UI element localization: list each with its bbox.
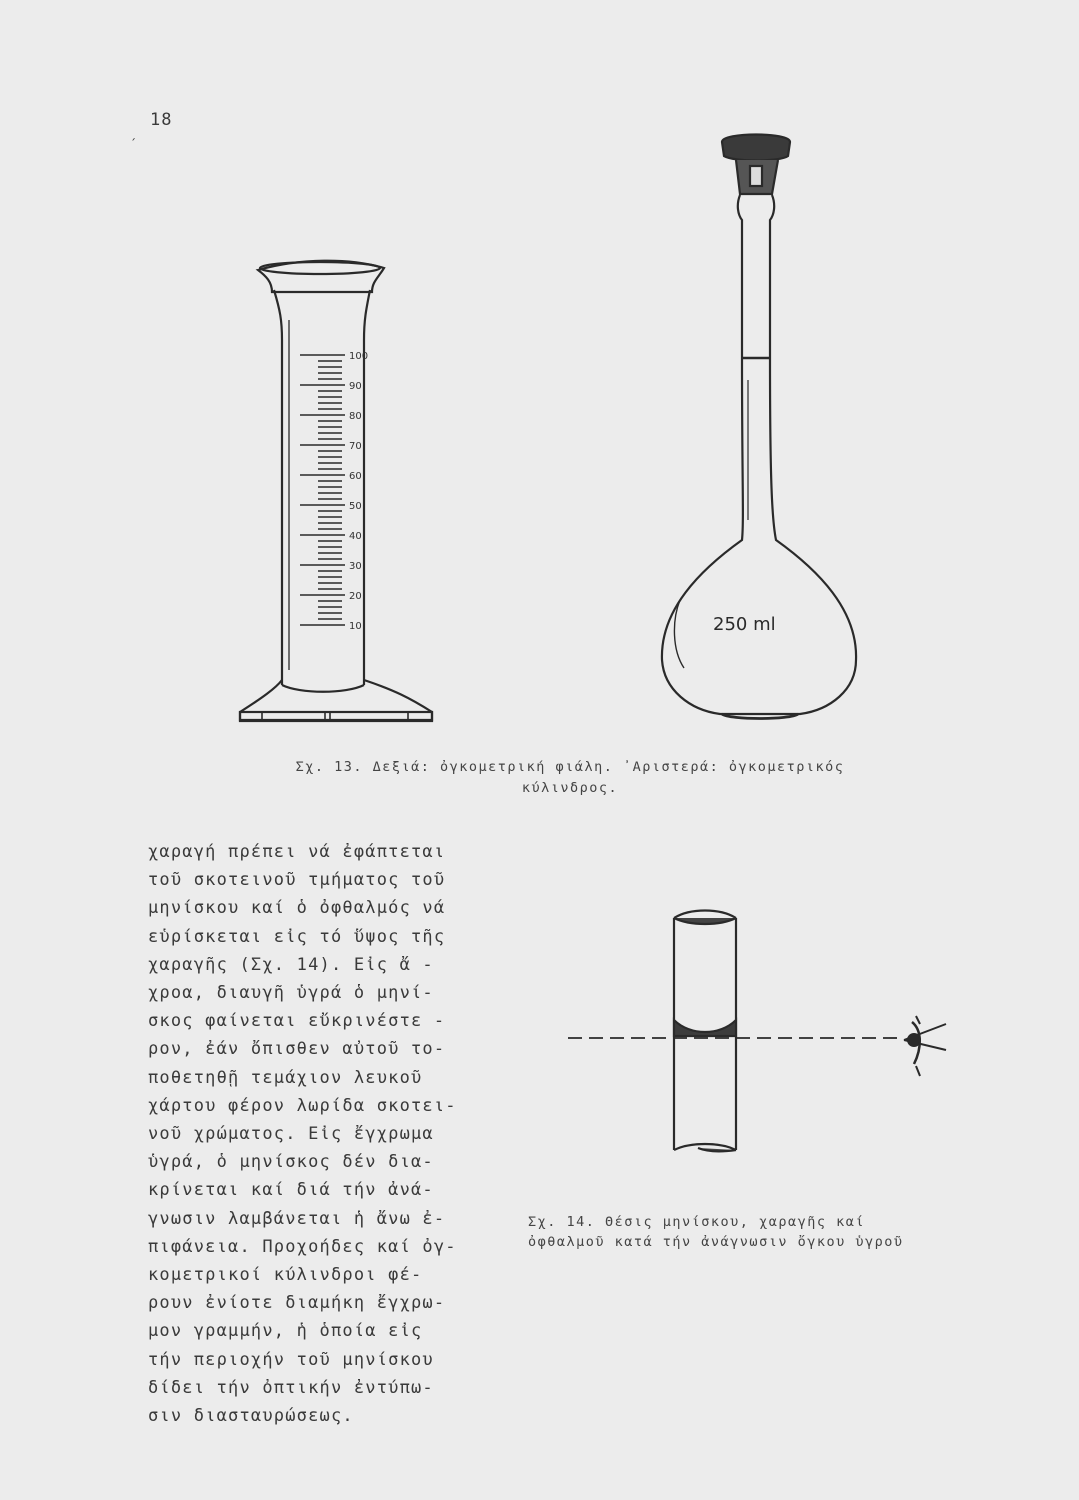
cylinder-scale-label: 20 bbox=[349, 591, 362, 602]
body-text-line: κομετρικοί κύλινδροι φέ- bbox=[148, 1265, 423, 1286]
figure-14-caption-line-2: ὀφθαλμοῦ κατά τήν ἀνάγνωσιν ὄγκου ὑγροῦ bbox=[528, 1234, 904, 1250]
body-text-line: μηνίσκου καί ὁ ὀφθαλμός νά bbox=[148, 898, 446, 919]
cylinder-scale-label: 10 bbox=[349, 621, 362, 632]
cylinder-scale-label: 90 bbox=[349, 381, 362, 392]
figure-14-caption-line-1: Σχ. 14. Θέσις μηνίσκου, χαραγῆς καί bbox=[528, 1214, 865, 1230]
figure-13-caption-line-2: κύλινδρος. bbox=[521, 780, 619, 796]
cylinder-scale-label: 40 bbox=[349, 531, 362, 542]
body-text-line: γνωσιν λαμβάνεται ἡ ἄνω ἐ- bbox=[148, 1208, 446, 1229]
body-text-line: ὑγρά, ὁ μηνίσκος δέν δια- bbox=[148, 1152, 434, 1173]
body-text-line: τήν περιοχήν τοῦ μηνίσκου bbox=[148, 1349, 434, 1370]
body-text-line: κρίνεται καί διά τήν ἀνά- bbox=[148, 1180, 434, 1201]
body-text-line: σιν διασταυρώσεως. bbox=[148, 1406, 354, 1427]
body-text-line: εὑρίσκεται εἰς τό ὕψος τῆς bbox=[148, 926, 446, 947]
cylinder-scale-label: 50 bbox=[349, 501, 362, 512]
body-text-line: χάρτου φέρον λωρίδα σκοτει- bbox=[148, 1095, 457, 1116]
body-text-line: τοῦ σκοτεινοῦ τμήματος τοῦ bbox=[148, 870, 446, 891]
figure-14-caption bbox=[528, 1212, 973, 1252]
body-text-line: νοῦ χρώματος. Εἰς ἔγχρωμα bbox=[148, 1124, 434, 1145]
margin-mark: ˏ bbox=[130, 126, 138, 140]
cylinder-scale-label: 100 bbox=[349, 351, 369, 362]
cylinder-scale-label: 60 bbox=[349, 471, 362, 482]
flask-volume-label: 250 ml bbox=[713, 614, 776, 635]
body-text-line: ρουν ἐνίοτε διαμήκη ἔγχρω- bbox=[148, 1293, 446, 1314]
body-text-line: ποθετηθῇ τεμάχιον λευκοῦ bbox=[148, 1067, 423, 1088]
body-text-line: χροα, διαυγῆ ὑγρά ὁ μηνί- bbox=[148, 983, 434, 1004]
cylinder-scale-label: 80 bbox=[349, 411, 362, 422]
cylinder-scale-label: 30 bbox=[349, 561, 362, 572]
figure-13-caption-line-1: Σχ. 13. Δεξιά: ὀγκομετρική φιάλη. ᾿Αριστερά: ὀγκομετρικός bbox=[295, 759, 845, 775]
body-text-line: χαραγῆς (Σχ. 14). Εἰς ἄ - bbox=[148, 954, 434, 975]
body-text-line: ρον, ἐάν ὄπισθεν αὐτοῦ το- bbox=[148, 1039, 446, 1060]
body-text-line: χαραγή πρέπει νά ἐφάπτεται bbox=[148, 842, 446, 862]
page-number: 18 bbox=[150, 110, 173, 130]
body-text-line: μον γραμμήν, ἡ ὁποία εἰς bbox=[148, 1321, 423, 1342]
eye-icon bbox=[904, 1016, 946, 1076]
body-text-line: δίδει τήν ὀπτικήν ἐντύπω- bbox=[148, 1377, 434, 1398]
cylinder-scale-label: 70 bbox=[349, 441, 362, 452]
body-text-line: σκος φαίνεται εὔκρινέστε - bbox=[148, 1011, 446, 1032]
body-text-line: πιφάνεια. Προχοήδες καί ὀγ- bbox=[148, 1236, 457, 1257]
